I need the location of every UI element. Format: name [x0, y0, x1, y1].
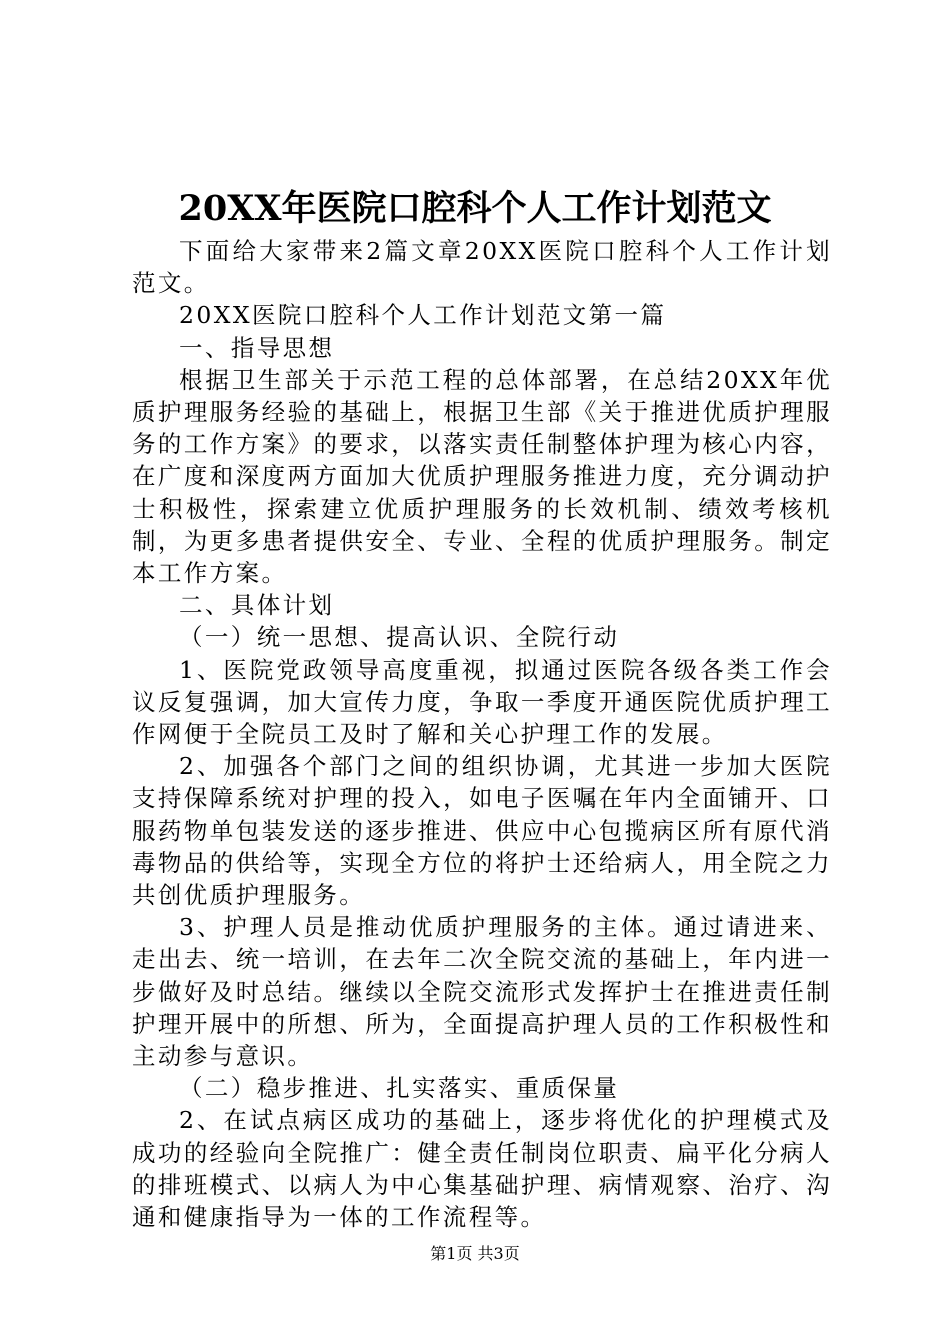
heading-specific-plan: 二、具体计划 — [179, 591, 335, 620]
paragraph-guiding-principle: 根据卫生部关于示范工程的总体部署，在总结20XX年优质护理服务经验的基础上，根据卫生部《关于推进优质护理服务的工作方案》的要求，以落实责任制整体护理为核心内容，在广度和深度两方面加大优质护理服务推进力度，充分调动护士积极性，探索建立优质护理服务的长效机制、绩效考核机制，为更多患者提供安全、专业、全程的优质护理服务。制定本工作方案。 — [132, 365, 832, 588]
paragraph-item-1: 1、医院党政领导高度重视，拟通过医院各级各类工作会议反复强调，加大宣传力度，争取一季度开通医院优质护理工作网便于全院员工及时了解和关心护理工作的发展。 — [132, 655, 832, 749]
paragraph-item-2b: 2、在试点病区成功的基础上，逐步将优化的护理模式及成功的经验向全院推广：健全责任制岗位职责、扁平化分病人的排班模式、以病人为中心集基础护理、病情观察、治疗、沟通和健康指导为一体的工作流程等。 — [132, 1106, 832, 1232]
heading-guiding-principle: 一、指导思想 — [179, 333, 335, 362]
document-title: 20XX年医院口腔科个人工作计划范文 — [178, 188, 772, 229]
page-footer: 第1页 共3页 — [430, 1244, 520, 1263]
subheading-unify-thinking: （一）统一思想、提高认识、全院行动 — [179, 623, 620, 652]
document-body — [132, 235, 832, 1233]
paragraph-intro: 下面给大家带来2篇文章20XX医院口腔科个人工作计划范文。 — [132, 237, 832, 298]
paragraph-section-title: 20XX医院口腔科个人工作计划范文第一篇 — [179, 301, 667, 330]
paragraph-item-3: 3、护理人员是推动优质护理服务的主体。通过请进来、走出去、统一培训，在去年二次全院交流的基础上，年内进一步做好及时总结。继续以全院交流形式发挥护士在推进责任制护理开展中的所想、所为，全面提高护理人员的工作积极性和主动参与意识。 — [132, 913, 832, 1071]
paragraph-item-2: 2、加强各个部门之间的组织协调，尤其进一步加大医院支持保障系统对护理的投入，如电子医嘱在年内全面铺开、口服药物单包装发送的逐步推进、供应中心包揽病区所有原代消毒物品的供给等，实现全方位的将护士还给病人，用全院之力共创优质护理服务。 — [132, 752, 832, 910]
subheading-steady-progress: （二）稳步推进、扎实落实、重质保量 — [179, 1074, 620, 1103]
